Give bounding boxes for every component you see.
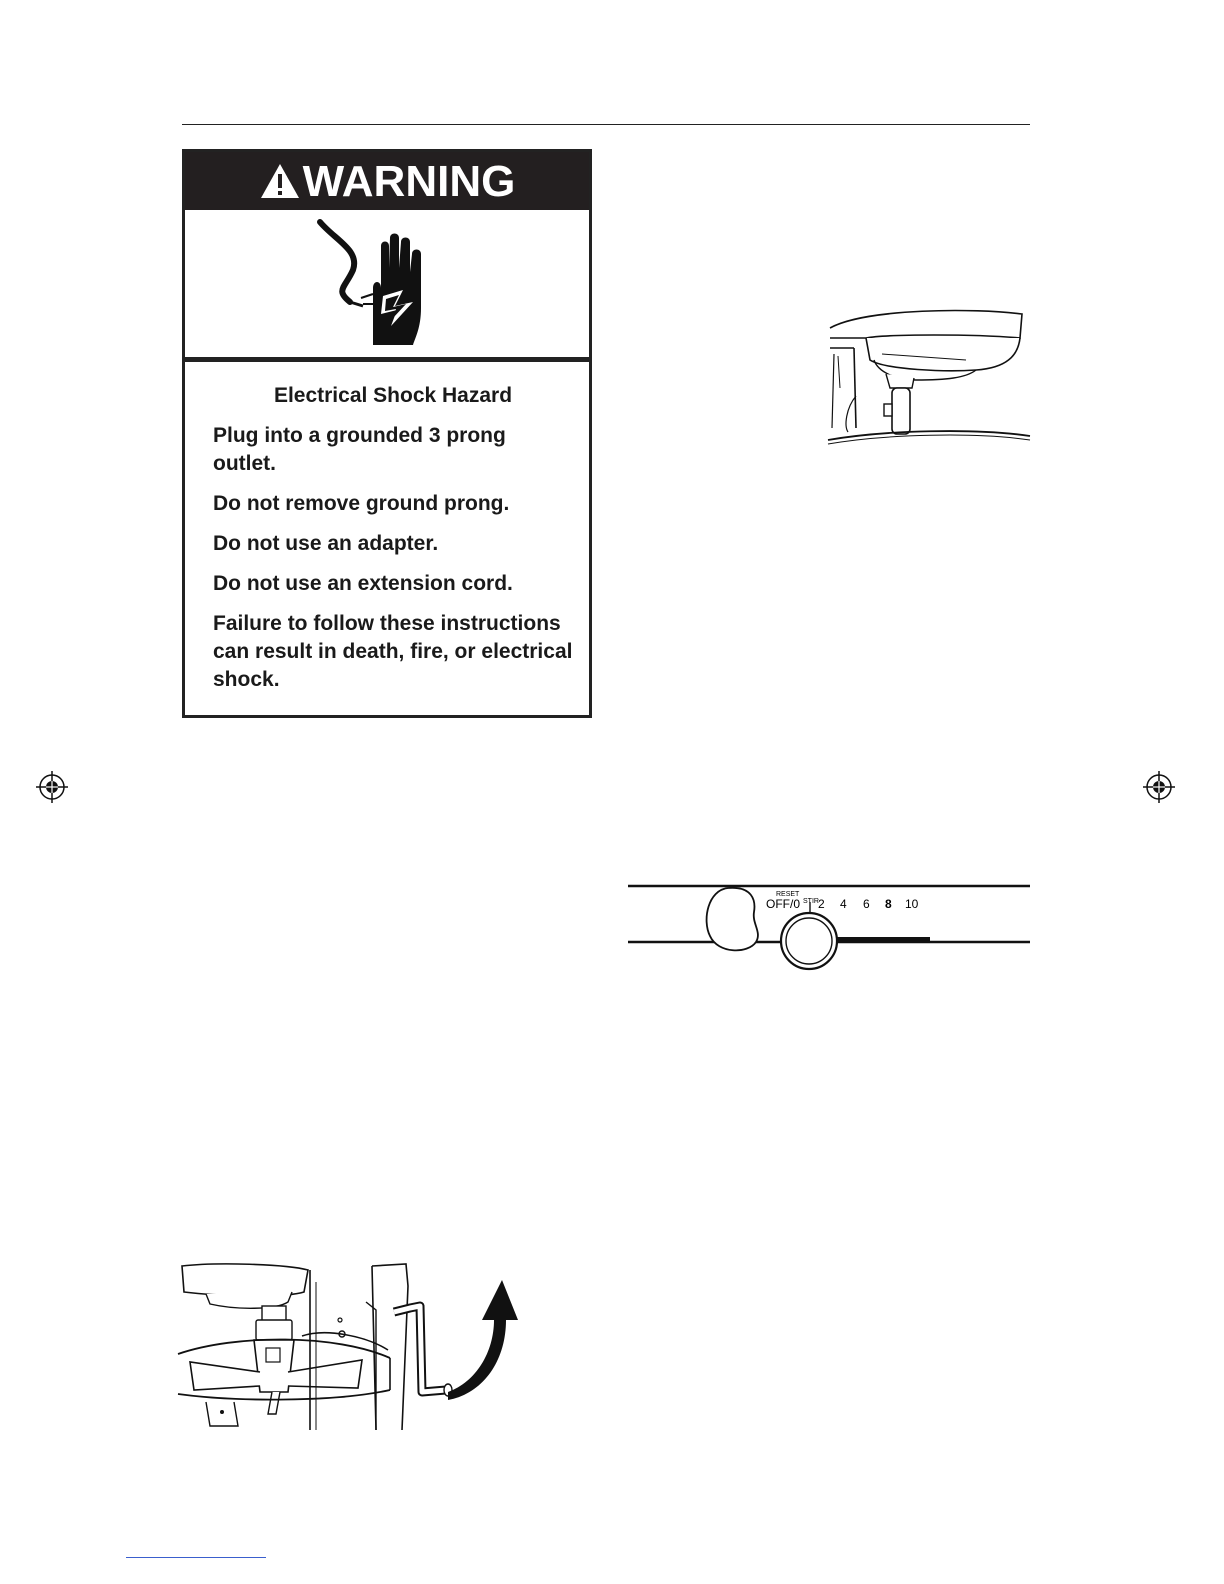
hazard-line-grounded: Plug into a grounded 3 prong outlet.	[213, 424, 506, 475]
warning-title-text: WARNING	[302, 157, 516, 206]
hazard-text	[213, 384, 573, 706]
speed-2-label: 2	[818, 897, 825, 911]
speed-10-label: 10	[905, 897, 919, 911]
hazard-line-failure: Failure to follow these instructions can result in death, fire, or electrical shock.	[213, 612, 573, 691]
hazard-title: Electrical Shock Hazard	[273, 384, 513, 407]
speed-6-label: 6	[863, 897, 870, 911]
speed-control-illustration	[628, 880, 1032, 974]
speed-4-label: 4	[840, 897, 847, 911]
electric-shock-hand-icon	[185, 210, 589, 357]
hazard-line-adapter: Do not use an adapter.	[213, 532, 439, 555]
pictogram-panel	[185, 210, 589, 362]
mixer-shaft-illustration	[826, 308, 1032, 448]
warning-header	[185, 152, 589, 210]
warning-box	[182, 149, 592, 718]
warning-title	[185, 152, 589, 210]
reset-label: RESET	[776, 891, 800, 898]
speed-8-label: 8	[885, 897, 892, 911]
hazard-line-ground-prong: Do not remove ground prong.	[213, 492, 510, 515]
footer-rule	[126, 1557, 266, 1558]
stir-label: STIR	[803, 898, 819, 905]
registration-mark-left-icon	[36, 771, 68, 803]
warning-triangle-icon	[259, 162, 301, 200]
hazard-line-extension: Do not use an extension cord.	[213, 572, 513, 595]
off-label: OFF/0	[766, 897, 801, 911]
registration-mark-right-icon	[1143, 771, 1175, 803]
bowl-lift-illustration	[176, 1262, 522, 1430]
header-rule	[182, 124, 1030, 125]
